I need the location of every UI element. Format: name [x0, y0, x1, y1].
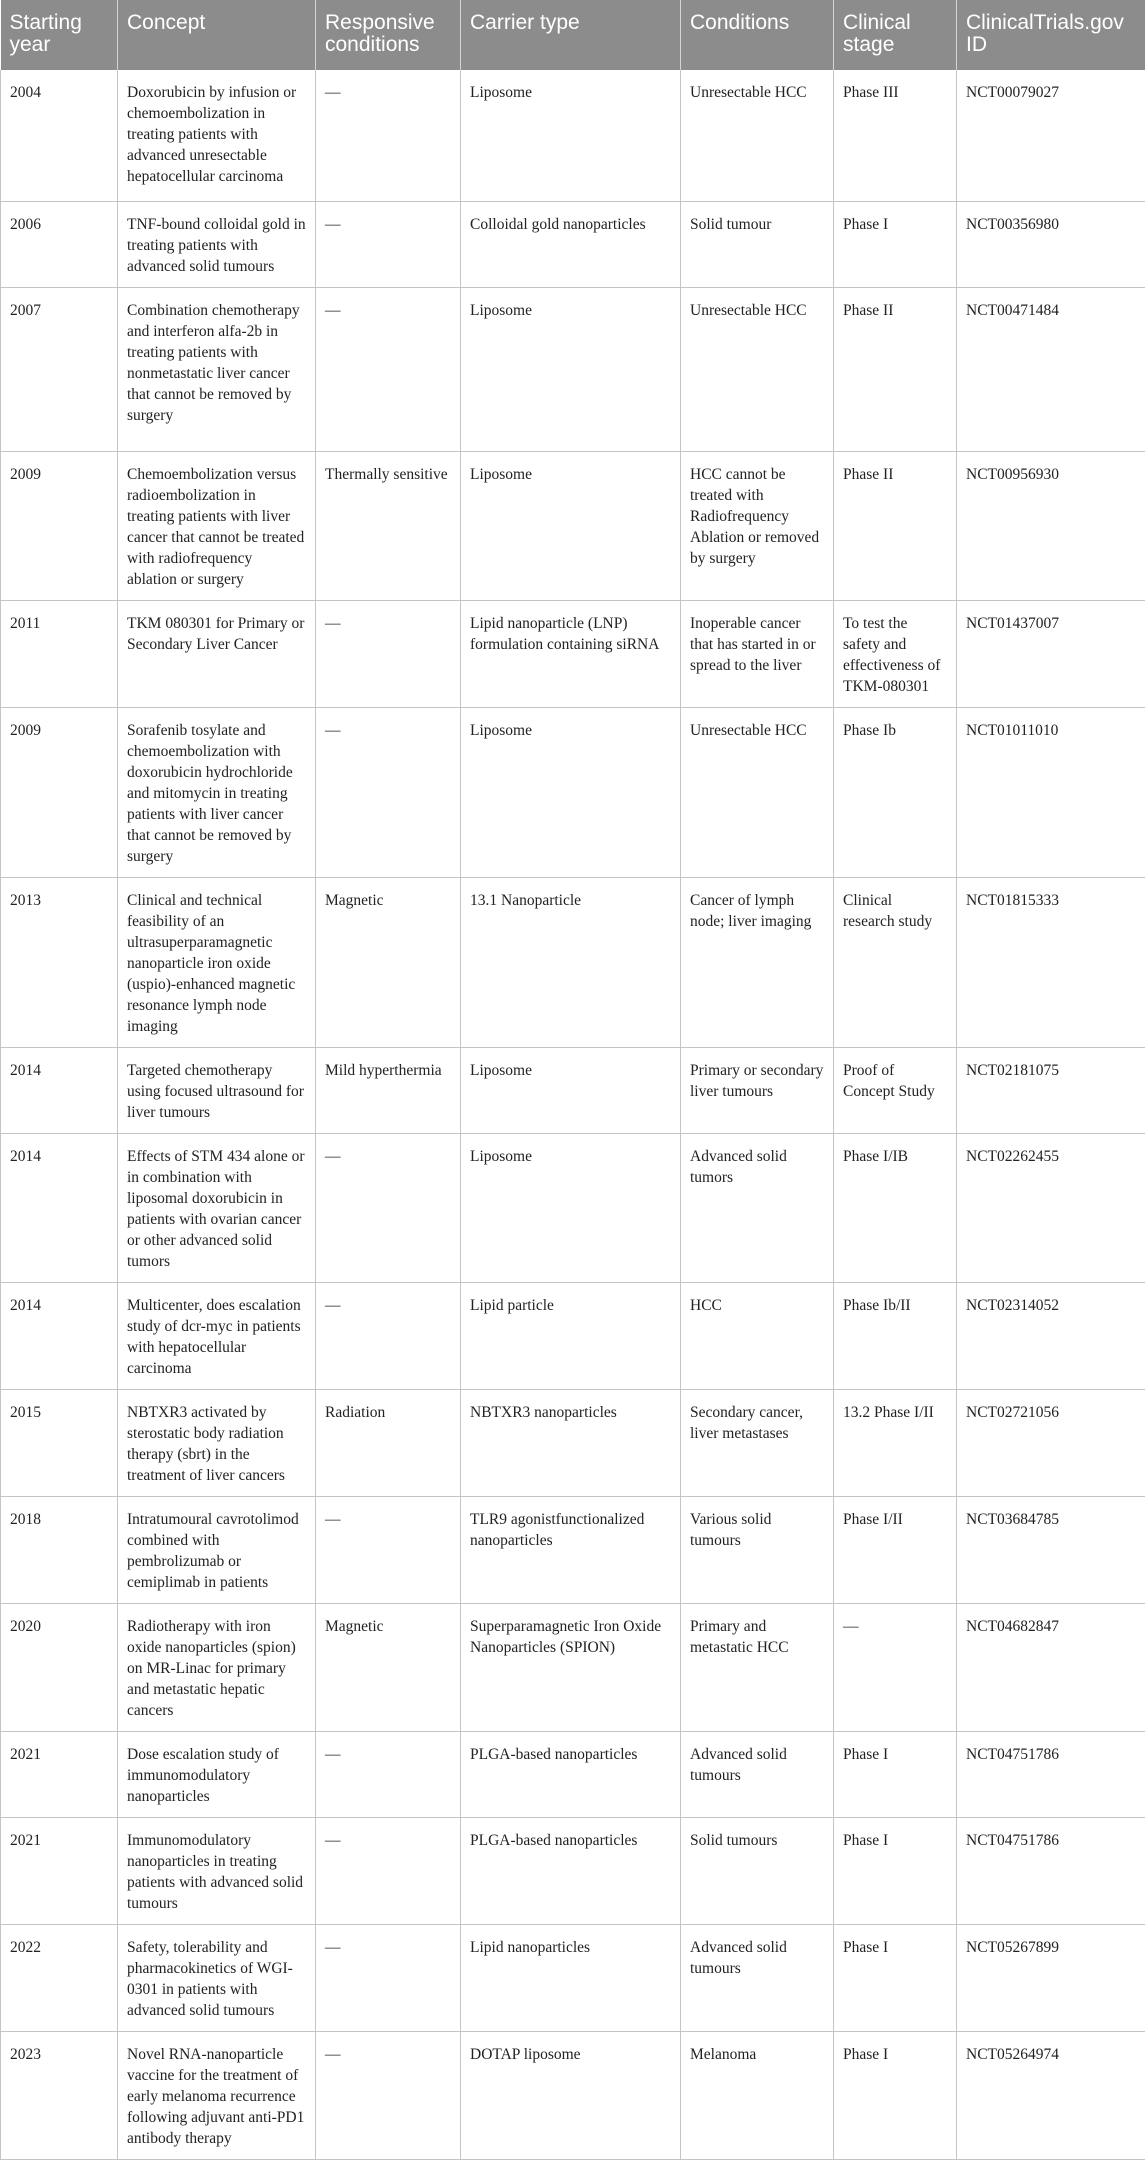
concept-cell: TNF-bound colloidal gold in treating patients with advanced solid tumours [118, 201, 316, 287]
concept-cell: Immunomodulatory nanoparticles in treating patients with advanced solid tumours [118, 1817, 316, 1924]
concept-cell: Sorafenib tosylate and chemoembolization with doxorubicin hydrochloride and mitomycin in treating patients with liver cancer that cannot be removed by surgery [118, 707, 316, 877]
table-body [1, 70, 1145, 2159]
clinical-stage-cell: Clinical research study [834, 877, 957, 1047]
conditions-cell: Advanced solid tumours [681, 1731, 834, 1817]
concept-cell: Safety, tolerability and pharmacokinetics of WGI-0301 in patients with advanced solid tumours [118, 1924, 316, 2031]
conditions-cell: Primary or secondary liver tumours [681, 1047, 834, 1133]
responsive-conditions-cell: — [316, 1817, 461, 1924]
responsive-conditions-cell: — [316, 1133, 461, 1282]
concept-cell: Doxorubicin by infusion or chemoembolization in treating patients with advanced unresectable hepatocellular carcinoma [118, 70, 316, 201]
carrier-type-cell: Liposome [461, 1133, 681, 1282]
trial-id-cell: NCT01815333 [957, 877, 1145, 1047]
carrier-type-cell: DOTAP liposome [461, 2031, 681, 2159]
clinical-stage-cell: Phase Ib/II [834, 1282, 957, 1389]
conditions-cell: Various solid tumours [681, 1496, 834, 1603]
header-carrier-type: Carrier type [461, 0, 681, 70]
starting-year-cell: 2014 [1, 1282, 118, 1389]
conditions-cell: Solid tumour [681, 201, 834, 287]
carrier-type-cell: Liposome [461, 707, 681, 877]
trial-id-cell: NCT05267899 [957, 1924, 1145, 2031]
starting-year-cell: 2023 [1, 2031, 118, 2159]
carrier-type-cell: Liposome [461, 287, 681, 451]
header-clinical-stage: Clinical stage [834, 0, 957, 70]
concept-cell: TKM 080301 for Primary or Secondary Liver Cancer [118, 600, 316, 707]
conditions-cell: Secondary cancer, liver metastases [681, 1389, 834, 1496]
concept-cell: Effects of STM 434 alone or in combination with liposomal doxorubicin in patients with ovarian cancer or other advanced solid tumors [118, 1133, 316, 1282]
responsive-conditions-cell: — [316, 287, 461, 451]
responsive-conditions-cell: — [316, 707, 461, 877]
trial-id-cell: NCT04682847 [957, 1603, 1145, 1731]
starting-year-cell: 2021 [1, 1731, 118, 1817]
trial-id-cell: NCT04751786 [957, 1731, 1145, 1817]
clinical-stage-cell: 13.2 Phase I/II [834, 1389, 957, 1496]
carrier-type-cell: PLGA-based nanoparticles [461, 1817, 681, 1924]
table-row [1, 1496, 1145, 1603]
clinical-stage-cell: — [834, 1603, 957, 1731]
starting-year-cell: 2007 [1, 287, 118, 451]
concept-cell: Radiotherapy with iron oxide nanoparticles (spion) on MR-Linac for primary and metastatic hepatic cancers [118, 1603, 316, 1731]
carrier-type-cell: PLGA-based nanoparticles [461, 1731, 681, 1817]
starting-year-cell: 2013 [1, 877, 118, 1047]
responsive-conditions-cell: — [316, 201, 461, 287]
responsive-conditions-cell: — [316, 2031, 461, 2159]
conditions-cell: Cancer of lymph node; liver imaging [681, 877, 834, 1047]
trial-id-cell: NCT02262455 [957, 1133, 1145, 1282]
starting-year-cell: 2006 [1, 201, 118, 287]
trial-id-cell: NCT00079027 [957, 70, 1145, 201]
carrier-type-cell: Liposome [461, 1047, 681, 1133]
responsive-conditions-cell: — [316, 1282, 461, 1389]
responsive-conditions-cell: Magnetic [316, 1603, 461, 1731]
header-starting-year: Starting year [1, 0, 118, 70]
conditions-cell: Advanced solid tumours [681, 1924, 834, 2031]
clinical-stage-cell: Phase I [834, 1924, 957, 2031]
clinical-stage-cell: Phase II [834, 287, 957, 451]
starting-year-cell: 2015 [1, 1389, 118, 1496]
trial-id-cell: NCT01437007 [957, 600, 1145, 707]
clinical-stage-cell: Phase I [834, 201, 957, 287]
clinical-stage-cell: Phase Ib [834, 707, 957, 877]
trial-id-cell: NCT03684785 [957, 1496, 1145, 1603]
trial-id-cell: NCT02181075 [957, 1047, 1145, 1133]
trial-id-cell: NCT00471484 [957, 287, 1145, 451]
trial-id-cell: NCT02314052 [957, 1282, 1145, 1389]
starting-year-cell: 2004 [1, 70, 118, 201]
table-row [1, 877, 1145, 1047]
carrier-type-cell: Liposome [461, 70, 681, 201]
table-row [1, 1047, 1145, 1133]
header-responsive-conditions: Responsive conditions [316, 0, 461, 70]
clinical-stage-cell: To test the safety and effectiveness of TKM-080301 [834, 600, 957, 707]
table-row [1, 1924, 1145, 2031]
table-row [1, 1282, 1145, 1389]
concept-cell: Multicenter, does escalation study of dcr-myc in patients with hepatocellular carcinoma [118, 1282, 316, 1389]
conditions-cell: Unresectable HCC [681, 70, 834, 201]
header-clinicaltrials-id: ClinicalTrials.gov ID [957, 0, 1145, 70]
table-row [1, 201, 1145, 287]
conditions-cell: Advanced solid tumors [681, 1133, 834, 1282]
conditions-cell: Melanoma [681, 2031, 834, 2159]
table-row [1, 1731, 1145, 1817]
table-row [1, 1389, 1145, 1496]
table-row [1, 2031, 1145, 2159]
starting-year-cell: 2022 [1, 1924, 118, 2031]
conditions-cell: HCC [681, 1282, 834, 1389]
table-row [1, 600, 1145, 707]
trial-id-cell: NCT05264974 [957, 2031, 1145, 2159]
responsive-conditions-cell: — [316, 70, 461, 201]
table-row [1, 1603, 1145, 1731]
concept-cell: Novel RNA-nanoparticle vaccine for the treatment of early melanoma recurrence following adjuvant anti-PD1 antibody therapy [118, 2031, 316, 2159]
clinical-stage-cell: Phase I [834, 1817, 957, 1924]
carrier-type-cell: Lipid particle [461, 1282, 681, 1389]
starting-year-cell: 2011 [1, 600, 118, 707]
concept-cell: NBTXR3 activated by sterostatic body radiation therapy (sbrt) in the treatment of liver cancers [118, 1389, 316, 1496]
trial-id-cell: NCT00356980 [957, 201, 1145, 287]
starting-year-cell: 2021 [1, 1817, 118, 1924]
table-row [1, 70, 1145, 201]
responsive-conditions-cell: — [316, 600, 461, 707]
responsive-conditions-cell: Magnetic [316, 877, 461, 1047]
table-row [1, 1817, 1145, 1924]
clinical-stage-cell: Phase II [834, 451, 957, 600]
carrier-type-cell: NBTXR3 nanoparticles [461, 1389, 681, 1496]
responsive-conditions-cell: — [316, 1496, 461, 1603]
carrier-type-cell: Liposome [461, 451, 681, 600]
concept-cell: Clinical and technical feasibility of an ultrasuperparamagnetic nanoparticle iron oxide (uspio)-enhanced magnetic resonance lymph node imaging [118, 877, 316, 1047]
clinical-stage-cell: Phase III [834, 70, 957, 201]
clinical-stage-cell: Phase I/IB [834, 1133, 957, 1282]
header-row [1, 0, 1145, 70]
concept-cell: Dose escalation study of immunomodulatory nanoparticles [118, 1731, 316, 1817]
carrier-type-cell: Superparamagnetic Iron Oxide Nanoparticles (SPION) [461, 1603, 681, 1731]
conditions-cell: Solid tumours [681, 1817, 834, 1924]
clinical-stage-cell: Phase I [834, 2031, 957, 2159]
starting-year-cell: 2009 [1, 707, 118, 877]
concept-cell: Combination chemotherapy and interferon alfa-2b in treating patients with nonmetastatic liver cancer that cannot be removed by surgery [118, 287, 316, 451]
table-row [1, 707, 1145, 877]
header-concept: Concept [118, 0, 316, 70]
conditions-cell: Unresectable HCC [681, 287, 834, 451]
trial-id-cell: NCT02721056 [957, 1389, 1145, 1496]
concept-cell: Chemoembolization versus radioembolization in treating patients with liver cancer that cannot be treated with radiofrequency ablation or surgery [118, 451, 316, 600]
conditions-cell: Inoperable cancer that has started in or spread to the liver [681, 600, 834, 707]
conditions-cell: Unresectable HCC [681, 707, 834, 877]
trial-id-cell: NCT04751786 [957, 1817, 1145, 1924]
starting-year-cell: 2018 [1, 1496, 118, 1603]
table-row [1, 451, 1145, 600]
carrier-type-cell: Colloidal gold nanoparticles [461, 201, 681, 287]
concept-cell: Intratumoural cavrotolimod combined with pembrolizumab or cemiplimab in patients [118, 1496, 316, 1603]
conditions-cell: HCC cannot be treated with Radiofrequency Ablation or removed by surgery [681, 451, 834, 600]
starting-year-cell: 2009 [1, 451, 118, 600]
responsive-conditions-cell: Mild hyperthermia [316, 1047, 461, 1133]
conditions-cell: Primary and metastatic HCC [681, 1603, 834, 1731]
header-conditions: Conditions [681, 0, 834, 70]
responsive-conditions-cell: — [316, 1731, 461, 1817]
starting-year-cell: 2014 [1, 1047, 118, 1133]
carrier-type-cell: Lipid nanoparticle (LNP) formulation containing siRNA [461, 600, 681, 707]
responsive-conditions-cell: Thermally sensitive [316, 451, 461, 600]
clinical-stage-cell: Proof of Concept Study [834, 1047, 957, 1133]
carrier-type-cell: Lipid nanoparticles [461, 1924, 681, 2031]
starting-year-cell: 2020 [1, 1603, 118, 1731]
table-row [1, 1133, 1145, 1282]
starting-year-cell: 2014 [1, 1133, 118, 1282]
concept-cell: Targeted chemotherapy using focused ultrasound for liver tumours [118, 1047, 316, 1133]
clinical-stage-cell: Phase I [834, 1731, 957, 1817]
trial-id-cell: NCT00956930 [957, 451, 1145, 600]
responsive-conditions-cell: — [316, 1924, 461, 2031]
trial-id-cell: NCT01011010 [957, 707, 1145, 877]
carrier-type-cell: TLR9 agonistfunctionalized nanoparticles [461, 1496, 681, 1603]
clinical-stage-cell: Phase I/II [834, 1496, 957, 1603]
table-row [1, 287, 1145, 451]
carrier-type-cell: 13.1 Nanoparticle [461, 877, 681, 1047]
responsive-conditions-cell: Radiation [316, 1389, 461, 1496]
